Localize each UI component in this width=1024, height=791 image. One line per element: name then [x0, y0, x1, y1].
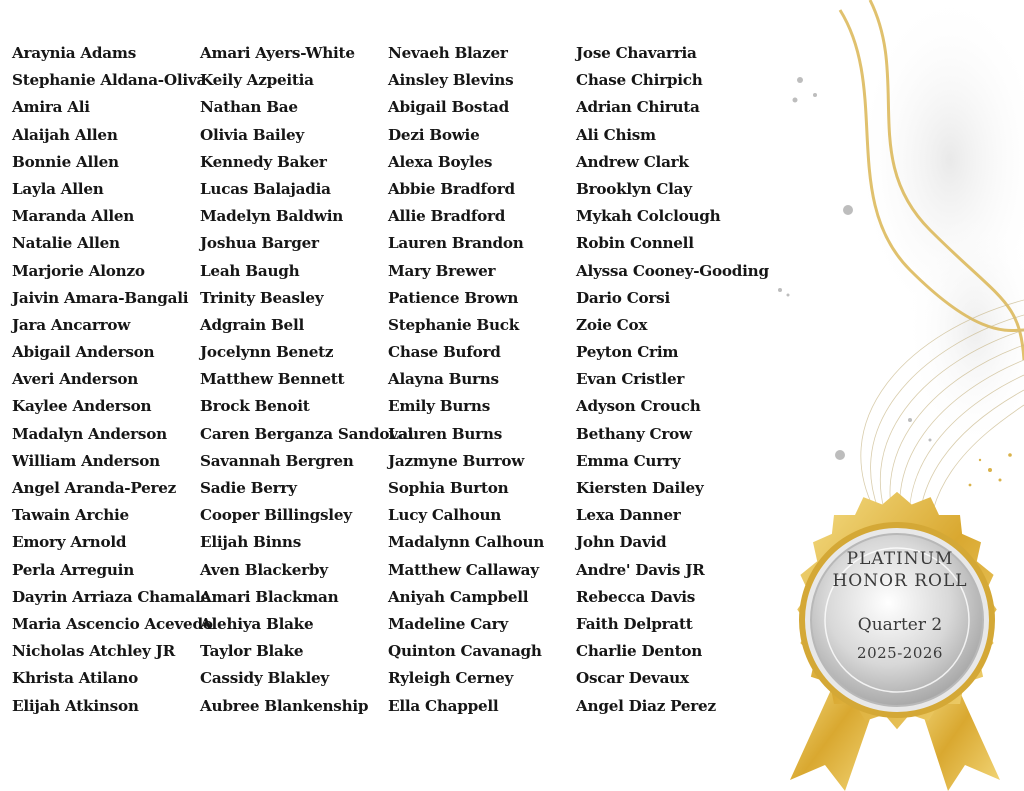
student-name: Jaivin Amara-Bangali [12, 288, 189, 307]
student-name: Stephanie Aldana-Oliva [12, 71, 207, 90]
student-name: Alayna Burns [388, 370, 499, 389]
student-name: Oscar Devaux [576, 669, 689, 688]
student-name: Adgrain Bell [200, 315, 305, 334]
student-name: Averi Anderson [12, 370, 139, 389]
student-name: Brooklyn Clay [576, 179, 692, 198]
student-name: Peyton Crim [576, 343, 679, 362]
student-name: Nathan Bae [200, 98, 298, 117]
student-name: Lucas Balajadia [200, 179, 331, 198]
student-name: Stephanie Buck [388, 315, 520, 334]
student-name: Araynia Adams [12, 44, 137, 62]
student-name: Bethany Crow [576, 424, 692, 443]
student-name: Ryleigh Cerney [388, 669, 514, 688]
student-name: Cooper Billingsley [200, 506, 352, 525]
student-name: Alaijah Allen [12, 125, 118, 144]
student-name: Amira Ali [12, 98, 90, 117]
student-name: Abbie Bradford [388, 179, 515, 198]
student-name: Caren Berganza Sandoval [200, 424, 413, 443]
student-name: Zoie Cox [576, 315, 648, 334]
student-name: Quinton Cavanagh [388, 642, 542, 661]
student-name: Alyssa Cooney-Gooding [576, 261, 769, 280]
student-name: Bonnie Allen [12, 152, 119, 171]
student-name: Aniyah Campbell [388, 587, 529, 606]
student-name: Madelyn Baldwin [200, 207, 344, 226]
student-name: Mary Brewer [388, 261, 496, 280]
student-name: Layla Allen [12, 179, 104, 198]
student-name: William Anderson [12, 451, 160, 470]
student-name: Lauren Burns [388, 424, 503, 443]
name-column-2 [200, 40, 413, 720]
name-column-4 [576, 40, 769, 720]
student-name: Patience Brown [388, 288, 519, 307]
name-column-3 [388, 40, 576, 720]
student-name: Faith Delpratt [576, 614, 693, 633]
student-name: Andrew Clark [576, 152, 689, 171]
student-name: Madeline Cary [388, 614, 508, 633]
student-name: Taylor Blake [200, 642, 304, 661]
student-name: Tawain Archie [12, 506, 129, 525]
student-name: Adrian Chiruta [576, 98, 700, 117]
name-column-1 [12, 40, 213, 720]
student-name: Aven Blackerby [200, 560, 328, 579]
student-name: Lauren Brandon [388, 234, 524, 253]
student-name: Dezi Bowie [388, 125, 480, 144]
student-name: Savannah Bergren [200, 451, 354, 470]
student-name: Khrista Atilano [12, 669, 139, 688]
student-name: Ella Chappell [388, 696, 499, 715]
student-name: Alexa Boyles [388, 152, 493, 171]
student-name: Marjorie Alonzo [12, 261, 145, 280]
student-name: Jara Ancarrow [12, 315, 131, 334]
student-name: Chase Buford [388, 343, 501, 362]
student-name: Perla Arreguin [12, 560, 134, 579]
student-name: Nicholas Atchley JR [12, 642, 175, 661]
student-name: Mykah Colclough [576, 207, 721, 226]
student-name: Charlie Denton [576, 642, 703, 661]
student-name: Olivia Bailey [200, 125, 304, 144]
student-name: Dario Corsi [576, 288, 670, 307]
student-name: Joshua Barger [200, 234, 319, 253]
student-name: Angel Diaz Perez [576, 696, 716, 715]
student-name: Abigail Anderson [12, 343, 155, 362]
student-name: Jazmyne Burrow [388, 451, 525, 470]
honor-roll-seal [770, 480, 1024, 791]
student-name: Robin Connell [576, 234, 694, 253]
student-name: Sophia Burton [388, 479, 509, 497]
student-name: Amari Blackman [200, 587, 339, 606]
student-name: Madalynn Calhoun [388, 533, 545, 552]
student-name: Kiersten Dailey [576, 479, 704, 497]
student-name: Ainsley Blevins [388, 71, 514, 90]
student-name: Jocelynn Benetz [200, 343, 334, 362]
student-name: Evan Cristler [576, 370, 685, 389]
student-name: Chase Chirpich [576, 71, 703, 90]
student-name: Emory Arnold [12, 533, 127, 552]
student-name: Ali Chism [576, 125, 656, 144]
student-name: Andre' Davis JR [576, 560, 705, 579]
student-name: John David [576, 533, 667, 552]
student-name: Aubree Blankenship [200, 696, 369, 715]
badge-title-line-1: PLATINUM [846, 549, 954, 569]
student-name: Allie Bradford [388, 207, 506, 226]
student-name: Kennedy Baker [200, 152, 327, 171]
student-name: Natalie Allen [12, 234, 120, 253]
student-name: Abigail Bostad [388, 98, 509, 117]
student-name: Trinity Beasley [200, 288, 324, 307]
student-name: Nevaeh Blazer [388, 44, 508, 62]
student-name: Adyson Crouch [576, 397, 701, 416]
student-name: Matthew Bennett [200, 370, 345, 389]
student-name: Alehiya Blake [200, 614, 314, 633]
student-name: Emily Burns [388, 397, 491, 416]
badge-title-line-2: HONOR ROLL [832, 571, 968, 591]
student-name: Elijah Atkinson [12, 696, 139, 715]
student-name: Brock Benoit [200, 397, 310, 416]
student-name: Rebecca Davis [576, 587, 696, 606]
student-name: Leah Baugh [200, 261, 300, 280]
student-name: Kaylee Anderson [12, 397, 152, 416]
student-name: Keily Azpeitia [200, 71, 314, 90]
badge-year: 2025-2026 [857, 644, 943, 662]
student-name: Cassidy Blakley [200, 669, 330, 688]
student-name: Matthew Callaway [388, 560, 539, 579]
student-name: Madalyn Anderson [12, 424, 167, 443]
student-name: Maranda Allen [12, 207, 135, 226]
student-name: Sadie Berry [200, 479, 297, 497]
student-name: Elijah Binns [200, 533, 302, 552]
honor-roll-names [12, 40, 769, 720]
student-name: Maria Ascencio Acevedo [12, 614, 213, 633]
student-name: Angel Aranda-Perez [12, 479, 177, 497]
student-name: Emma Curry [576, 451, 681, 470]
badge-quarter: Quarter 2 [857, 615, 943, 635]
student-name: Lexa Danner [576, 506, 681, 525]
student-name: Jose Chavarria [576, 44, 697, 62]
student-name: Amari Ayers-White [200, 44, 355, 62]
student-name: Dayrin Arriaza Chamale [12, 587, 210, 606]
student-name: Lucy Calhoun [388, 506, 502, 525]
